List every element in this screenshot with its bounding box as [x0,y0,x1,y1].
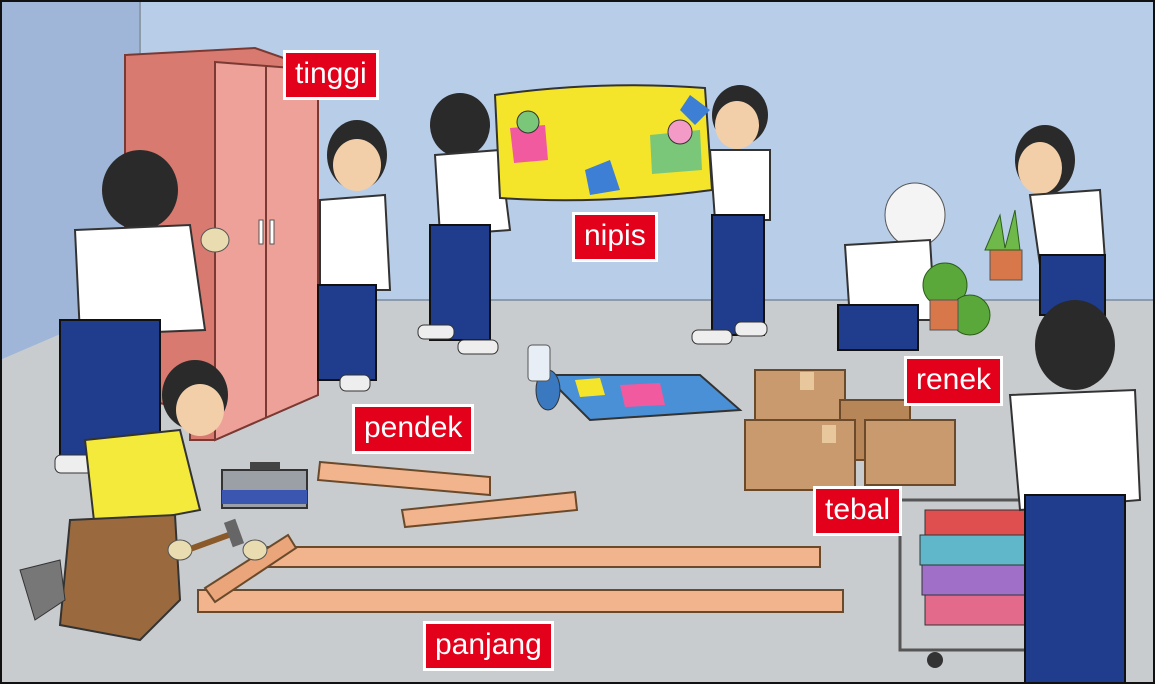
label-tinggi: tinggi [283,50,379,100]
long-plank-2 [198,590,843,612]
label-renek: renek [904,356,1003,406]
label-tebal: tebal [813,486,902,536]
long-plank-1 [268,547,820,567]
label-panjang: panjang [423,621,554,671]
label-nipis: nipis [572,212,658,262]
label-pendek: pendek [352,404,474,454]
